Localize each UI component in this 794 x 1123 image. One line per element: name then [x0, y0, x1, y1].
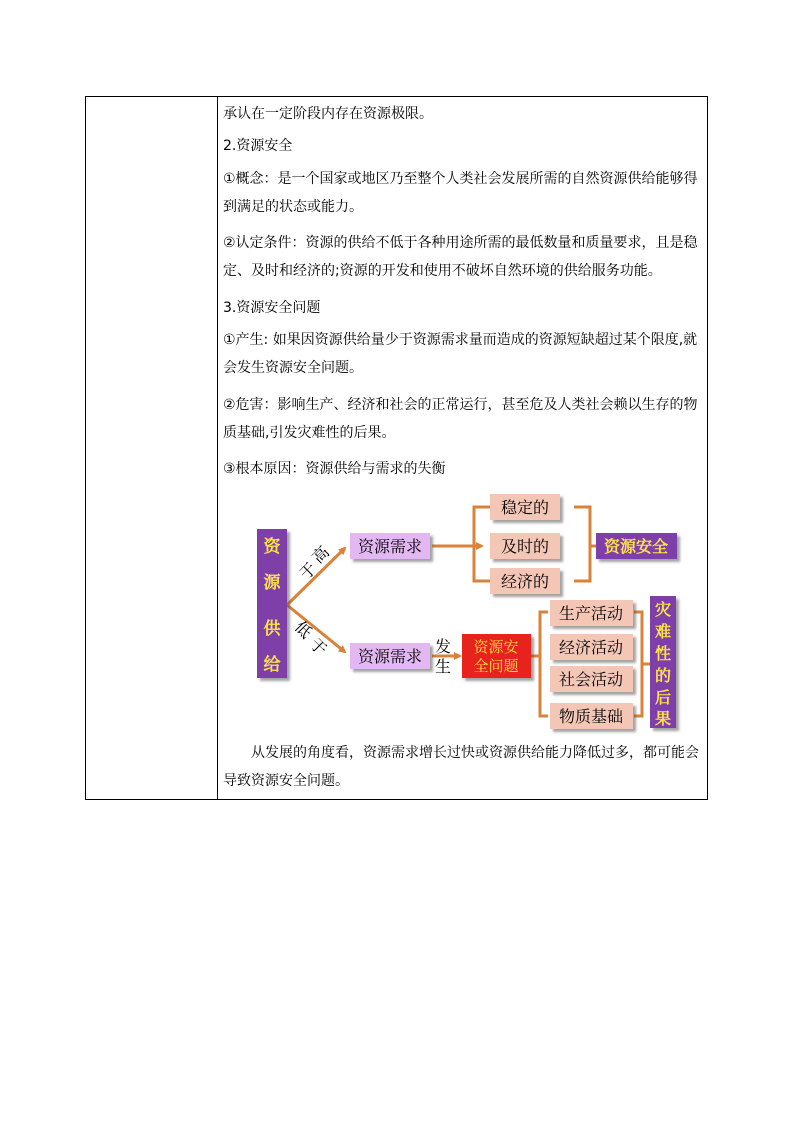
lower-char-2: 于 [305, 634, 331, 660]
production-label: 生产活动 [558, 604, 624, 623]
disaster-char-4: 的 [654, 666, 672, 685]
cause-line: ③根本原因：资源供给与需求的失衡 [223, 461, 446, 477]
security-label: 资源安全 [603, 537, 669, 556]
disaster-char-3: 性 [654, 644, 672, 663]
disaster-char-5: 后 [654, 688, 672, 707]
bracket-left-conditions [474, 507, 490, 581]
summary-line-2: 导致资源安全问题。 [223, 773, 349, 789]
harm-line-2: 质基础,引发灾难性的后果。 [223, 425, 396, 441]
problem-line-1: 资源安 [473, 638, 519, 656]
condition-line-2: 定、及时和经济的;资源的开发和使用不破坏自然环境的供给服务功能。 [223, 263, 662, 279]
higher-char-2: 于 [295, 558, 321, 584]
concept-line-2: 到满足的状态或能力。 [223, 199, 363, 215]
demand-bottom-label: 资源需求 [357, 647, 423, 666]
summary-line-1: 从发展的角度看，资源需求增长过快或资源供给能力降低过多，都可能会 [251, 745, 699, 761]
section-heading-3: 3.资源安全问题 [223, 300, 321, 316]
supply-char-3: 供 [263, 619, 281, 639]
condition-line-1: ②认定条件：资源的供给不低于各种用途所需的最低数量和质量要求，且是稳 [223, 235, 698, 251]
higher-char-1: 高 [308, 542, 333, 568]
economy-label: 经济活动 [558, 638, 624, 657]
concept-line-1: ①概念：是一个国家或地区乃至整个人类社会发展所需的自然资源供给能够得 [223, 171, 698, 187]
harm-line-1: ②危害：影响生产、经济和社会的正常运行，甚至危及人类社会赖以生存的物 [223, 397, 698, 413]
disaster-char-2: 难 [654, 622, 672, 641]
lower-char-1: 低 [290, 617, 316, 643]
produce-line-2: 会发生资源安全问题。 [223, 360, 363, 376]
stable-label: 稳定的 [500, 498, 550, 517]
supply-char-1: 资 [263, 537, 281, 557]
material-label: 物质基础 [558, 707, 624, 726]
timely-label: 及时的 [500, 537, 550, 556]
society-label: 社会活动 [558, 670, 624, 689]
section-heading-2: 2.资源安全 [223, 138, 293, 154]
disaster-char-6: 果 [654, 709, 672, 728]
disaster-char-1: 灾 [654, 600, 672, 619]
bracket-left-impacts [540, 612, 548, 716]
occur-char-2: 生 [434, 657, 452, 676]
bracket-right-conditions [574, 507, 590, 581]
supply-char-2: 源 [263, 573, 281, 593]
produce-line-1: ①产生: 如果因资源供给量少于资源需求量而造成的资源短缺超过某个限度,就 [223, 332, 698, 348]
occur-char-1: 发 [434, 637, 452, 656]
economic-label: 经济的 [500, 572, 550, 591]
intro-line: 承认在一定阶段内存在资源极限。 [223, 106, 433, 122]
demand-top-label: 资源需求 [357, 537, 423, 556]
problem-line-2: 全问题 [473, 657, 519, 675]
supply-char-4: 给 [263, 655, 281, 675]
bracket-right-impacts [634, 612, 642, 716]
